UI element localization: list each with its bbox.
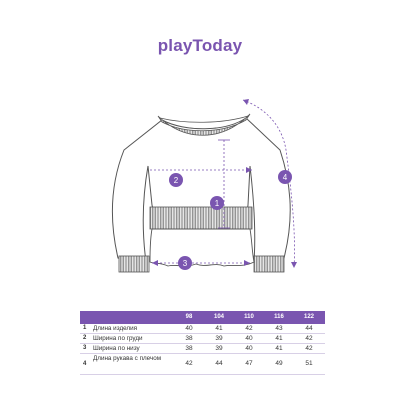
marker-4-label: 4 [282,173,288,182]
row-value: 41 [275,335,283,342]
left-cuff [119,256,149,272]
table-row [80,354,325,375]
row-value: 38 [185,345,193,352]
row-value: 42 [245,325,253,332]
brand-logo: playToday [157,36,243,55]
row-label: Длина рукава с плечом [93,354,162,362]
size-header: 110 [244,314,254,320]
row-value: 40 [185,325,193,332]
row-value: 42 [305,345,313,352]
row-value: 41 [215,325,223,332]
marker-2-label: 2 [173,176,179,185]
row-value: 44 [305,325,313,332]
row-value: 44 [215,360,223,367]
marker-3-label: 3 [182,259,188,268]
size-header: 104 [213,314,224,320]
row-value: 40 [245,345,253,352]
frill-hem [150,229,254,266]
table-row [80,334,325,344]
size-table [80,311,325,375]
table-row [80,324,325,334]
marker-1-label: 1 [214,199,220,208]
row-value: 39 [215,345,223,352]
row-value: 42 [185,360,193,367]
row-label: Ширина по груди [93,334,143,342]
right-cuff [254,256,284,272]
row-value: 43 [275,325,283,332]
waist-rib [150,207,252,229]
row-value: 40 [245,335,253,342]
row-number: 3 [83,345,87,351]
row-number: 1 [83,325,87,331]
size-header: 98 [185,314,193,320]
row-value: 49 [275,360,283,367]
row-value: 41 [275,345,283,352]
size-table-header [80,311,325,324]
row-value: 51 [305,360,313,367]
row-number: 2 [83,335,87,341]
row-value: 38 [185,335,193,342]
row-value: 39 [215,335,223,342]
row-value: 42 [305,335,313,342]
size-header: 122 [303,314,314,320]
collar-rib [160,116,248,122]
size-header: 116 [274,314,284,320]
row-label: Ширина по низу [93,344,140,352]
row-label: Длина изделия [93,324,138,332]
table-row [80,344,325,354]
row-value: 47 [245,360,253,367]
row-number: 4 [83,361,87,367]
